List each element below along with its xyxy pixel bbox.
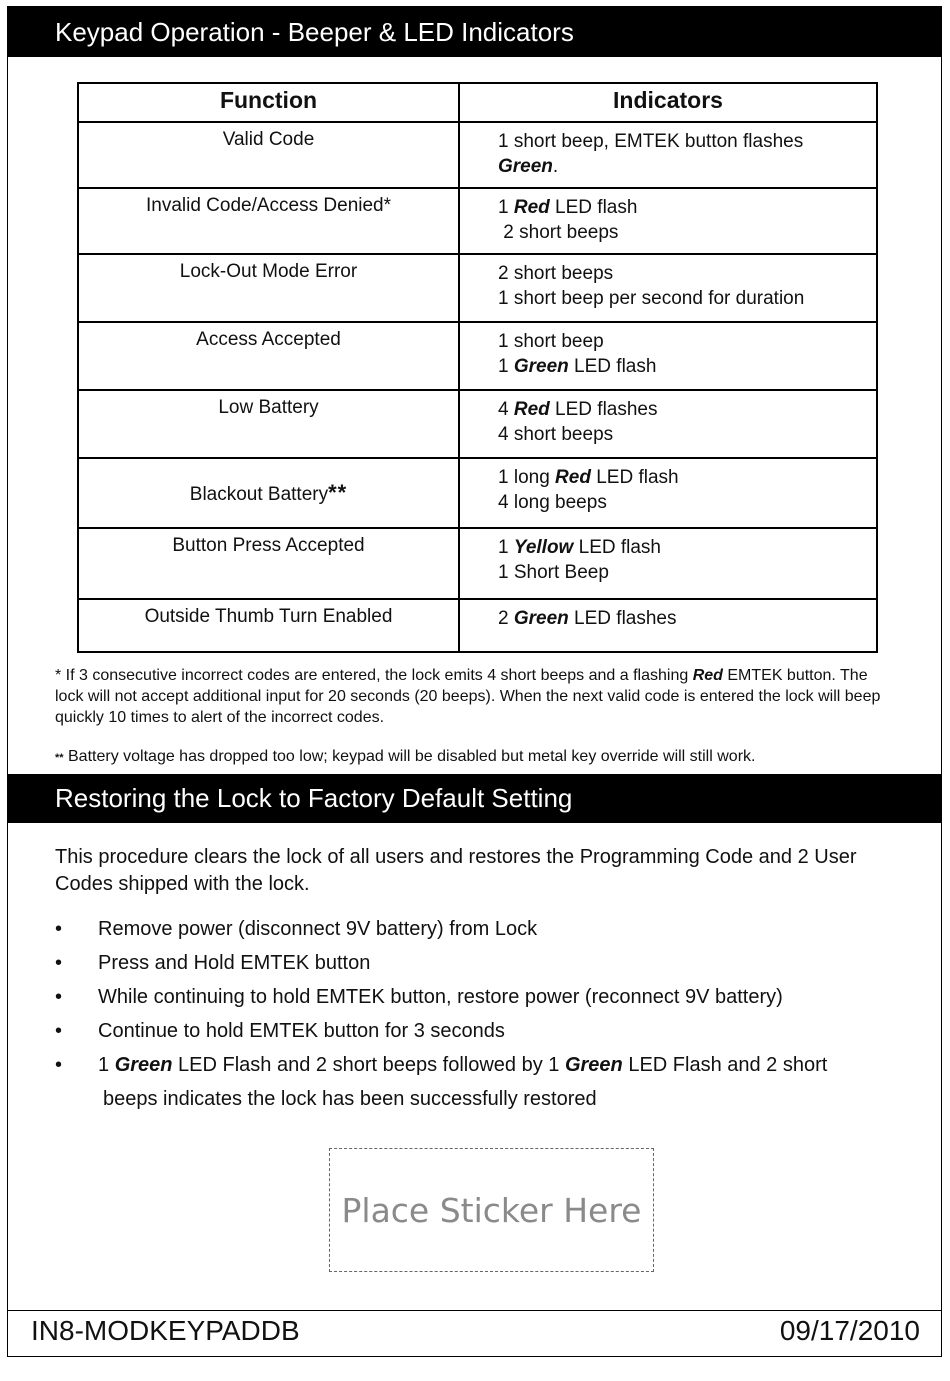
table-row: [78, 599, 877, 652]
footnote-incorrect-codes: * If 3 consecutive incorrect codes are entered, the lock emits 4 short beeps and a flashing Red EMTEK button. The lock will not accept additional input for 20 seconds (20 beeps). When the next valid code is entered the lock will beep quickly 10 times to alert of the incorrect codes.: [55, 667, 881, 726]
indicator-cell: [459, 458, 877, 528]
table-row: [78, 390, 877, 458]
list-item: • Press and Hold EMTEK button: [55, 946, 915, 980]
function-cell: Valid Code: [78, 122, 459, 188]
function-cell: Access Accepted: [78, 322, 459, 390]
table-header-row: [78, 83, 877, 122]
column-header-indicators: Indicators: [459, 83, 877, 122]
list-item: • 1 Green LED Flash and 2 short beeps followed by 1 Green LED Flash and 2 short beeps indicates the lock has been successfully restored: [55, 1048, 915, 1116]
bullet-icon: •: [55, 1020, 63, 1042]
function-cell: Button Press Accepted: [78, 528, 459, 599]
indicator-line: 1 Red LED flash: [498, 197, 638, 218]
indicator-line: 1 short beep: [498, 331, 604, 352]
sticker-placeholder: [329, 1148, 654, 1272]
table-row: [78, 122, 877, 188]
indicator-line: 4 Red LED flashes: [498, 399, 658, 420]
function-cell: Low Battery: [78, 390, 459, 458]
function-cell: Lock-Out Mode Error: [78, 254, 459, 322]
section-title: Restoring the Lock to Factory Default Setting: [55, 783, 573, 813]
indicator-line: 2 Green LED flashes: [498, 608, 677, 629]
indicator-line: 2 short beeps: [498, 222, 619, 243]
section-header-keypad-operation: [8, 7, 941, 57]
indicator-line: 1 Short Beep: [498, 562, 609, 583]
indicator-cell: [459, 528, 877, 599]
table-row: [78, 528, 877, 599]
indicator-line: 1 Yellow LED flash: [498, 537, 661, 558]
indicator-cell: [459, 254, 877, 322]
footer-divider: [8, 1310, 941, 1311]
document-date: 09/17/2010: [779, 1315, 920, 1346]
document-page: [7, 6, 942, 1357]
bullet-icon: •: [55, 918, 63, 940]
table-row: [78, 458, 877, 528]
indicator-line: 1 short beep, EMTEK button flashes: [498, 131, 804, 152]
table-row: [78, 322, 877, 390]
sticker-label: Place Sticker Here: [341, 1191, 642, 1230]
footnote-mark: **: [328, 479, 348, 505]
table-row: [78, 254, 877, 322]
indicator-cell: [459, 188, 877, 254]
bullet-icon: •: [55, 986, 63, 1008]
indicator-line: 1 short beep per second for duration: [498, 288, 805, 309]
list-item: • Remove power (disconnect 9V battery) from Lock: [55, 912, 915, 946]
indicator-line: Green.: [498, 156, 559, 177]
indicator-cell: [459, 599, 877, 652]
indicator-cell: [459, 390, 877, 458]
function-cell: Blackout Battery**: [78, 458, 459, 528]
section-title: Keypad Operation - Beeper & LED Indicators: [55, 17, 574, 47]
function-cell: Outside Thumb Turn Enabled: [78, 599, 459, 652]
list-item: • While continuing to hold EMTEK button, restore power (reconnect 9V battery): [55, 980, 915, 1014]
section-header-factory-reset: [8, 774, 941, 823]
indicator-cell: [459, 322, 877, 390]
footnote-battery: ** Battery voltage has dropped too low; keypad will be disabled but metal key override will still work.: [55, 748, 756, 765]
list-item: • Continue to hold EMTEK button for 3 seconds: [55, 1014, 915, 1048]
indicator-line: 4 long beeps: [498, 492, 607, 513]
indicator-line: 1 Green LED flash: [498, 356, 657, 377]
procedure-intro: This procedure clears the lock of all users and restores the Programming Code and 2 User Codes shipped with the lock.: [55, 846, 857, 895]
column-header-function: Function: [78, 83, 459, 122]
table-row: [78, 188, 877, 254]
document-id: IN8-MODKEYPADDB: [31, 1315, 300, 1346]
indicator-line: 1 long Red LED flash: [498, 467, 679, 488]
bullet-icon: •: [55, 1054, 63, 1076]
indicator-line: 2 short beeps: [498, 263, 614, 284]
function-cell: Invalid Code/Access Denied*: [78, 188, 459, 254]
procedure-steps: [55, 912, 915, 1116]
bullet-icon: •: [55, 952, 63, 974]
indicator-cell: [459, 122, 877, 188]
indicator-line: 4 short beeps: [498, 424, 614, 445]
indicator-table: [77, 82, 878, 653]
